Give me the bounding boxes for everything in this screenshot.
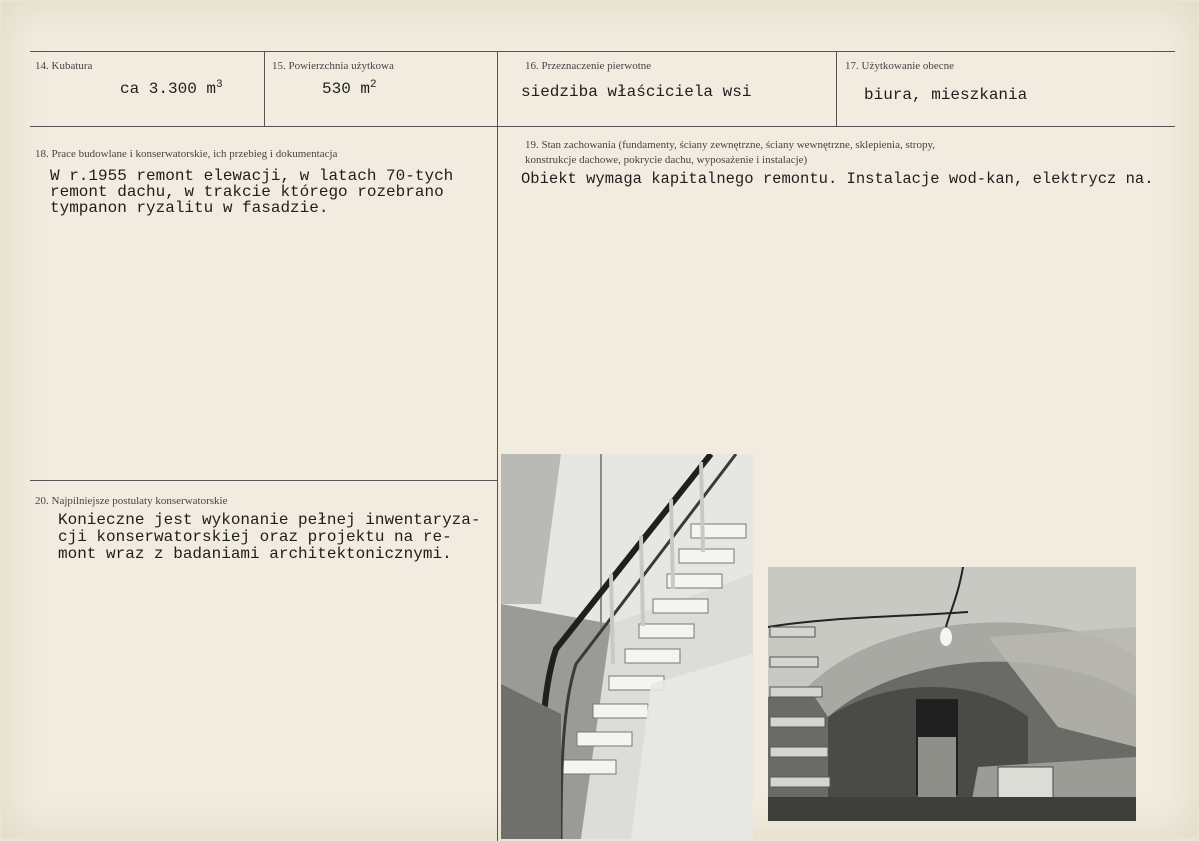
field-14-value: ca 3.300 $m^3$ (120, 79, 223, 98)
field-20-line-1: Konieczne jest wykonanie pełnej inwentaryza- (58, 511, 481, 529)
field-15-label: 15. Powierzchnia użytkowa (272, 60, 394, 72)
field-20-line-2: cji konserwatorskiej oraz projektu na re- (58, 528, 452, 546)
field-19-value: Obiekt wymaga kapitalnego remontu. Instalacje wod-kan, elektrycz na. (521, 170, 1154, 188)
field-20-label: 20. Najpilniejsze postulaty konserwatorskie (35, 495, 228, 507)
field-18-line-3: tympanon ryzalitu w fasadzie. (50, 199, 329, 217)
staircase-photo (501, 454, 753, 839)
field-19-label-line-2: konstrukcje dachowe, pokrycie dachu, wyposażenie i instalacje) (525, 154, 808, 166)
field-19-label-line-1: 19. Stan zachowania (fundamenty, ściany zewnętrzne, ściany wewnętrzne, sklepienia, stropy, (525, 139, 936, 151)
field-16-label: 16. Przeznaczenie pierwotne (525, 60, 652, 72)
col-divider-3 (836, 51, 837, 126)
field-17-label: 17. Użytkowanie obecne (845, 60, 955, 72)
row-divider-top (30, 51, 1175, 52)
staircase-photo-image (501, 454, 753, 839)
field-18-line-1: W r.1955 remont elewacji, w latach 70-tych (50, 167, 454, 185)
field-18-line-2: remont dachu, w trakcie którego rozebrano (50, 183, 444, 201)
row-divider-3 (30, 480, 498, 481)
field-14-label: 14. Kubatura (35, 60, 93, 72)
row-divider-2 (30, 126, 1175, 127)
cellar-photo-image (768, 567, 1136, 821)
field-17-value: biura, mieszkania (864, 86, 1028, 104)
col-divider-1 (264, 51, 265, 126)
field-15-value: 530 $m^2$ (322, 79, 377, 98)
field-18-label: 18. Prace budowlane i konserwatorskie, ich przebieg i dokumentacja (35, 148, 338, 160)
field-16-value: siedziba właściciela wsi (521, 83, 752, 101)
record-card (2, 2, 1197, 837)
cellar-photo (768, 567, 1136, 821)
field-20-line-3: mont wraz z badaniami architektonicznymi. (58, 545, 452, 563)
col-divider-2 (497, 51, 498, 841)
